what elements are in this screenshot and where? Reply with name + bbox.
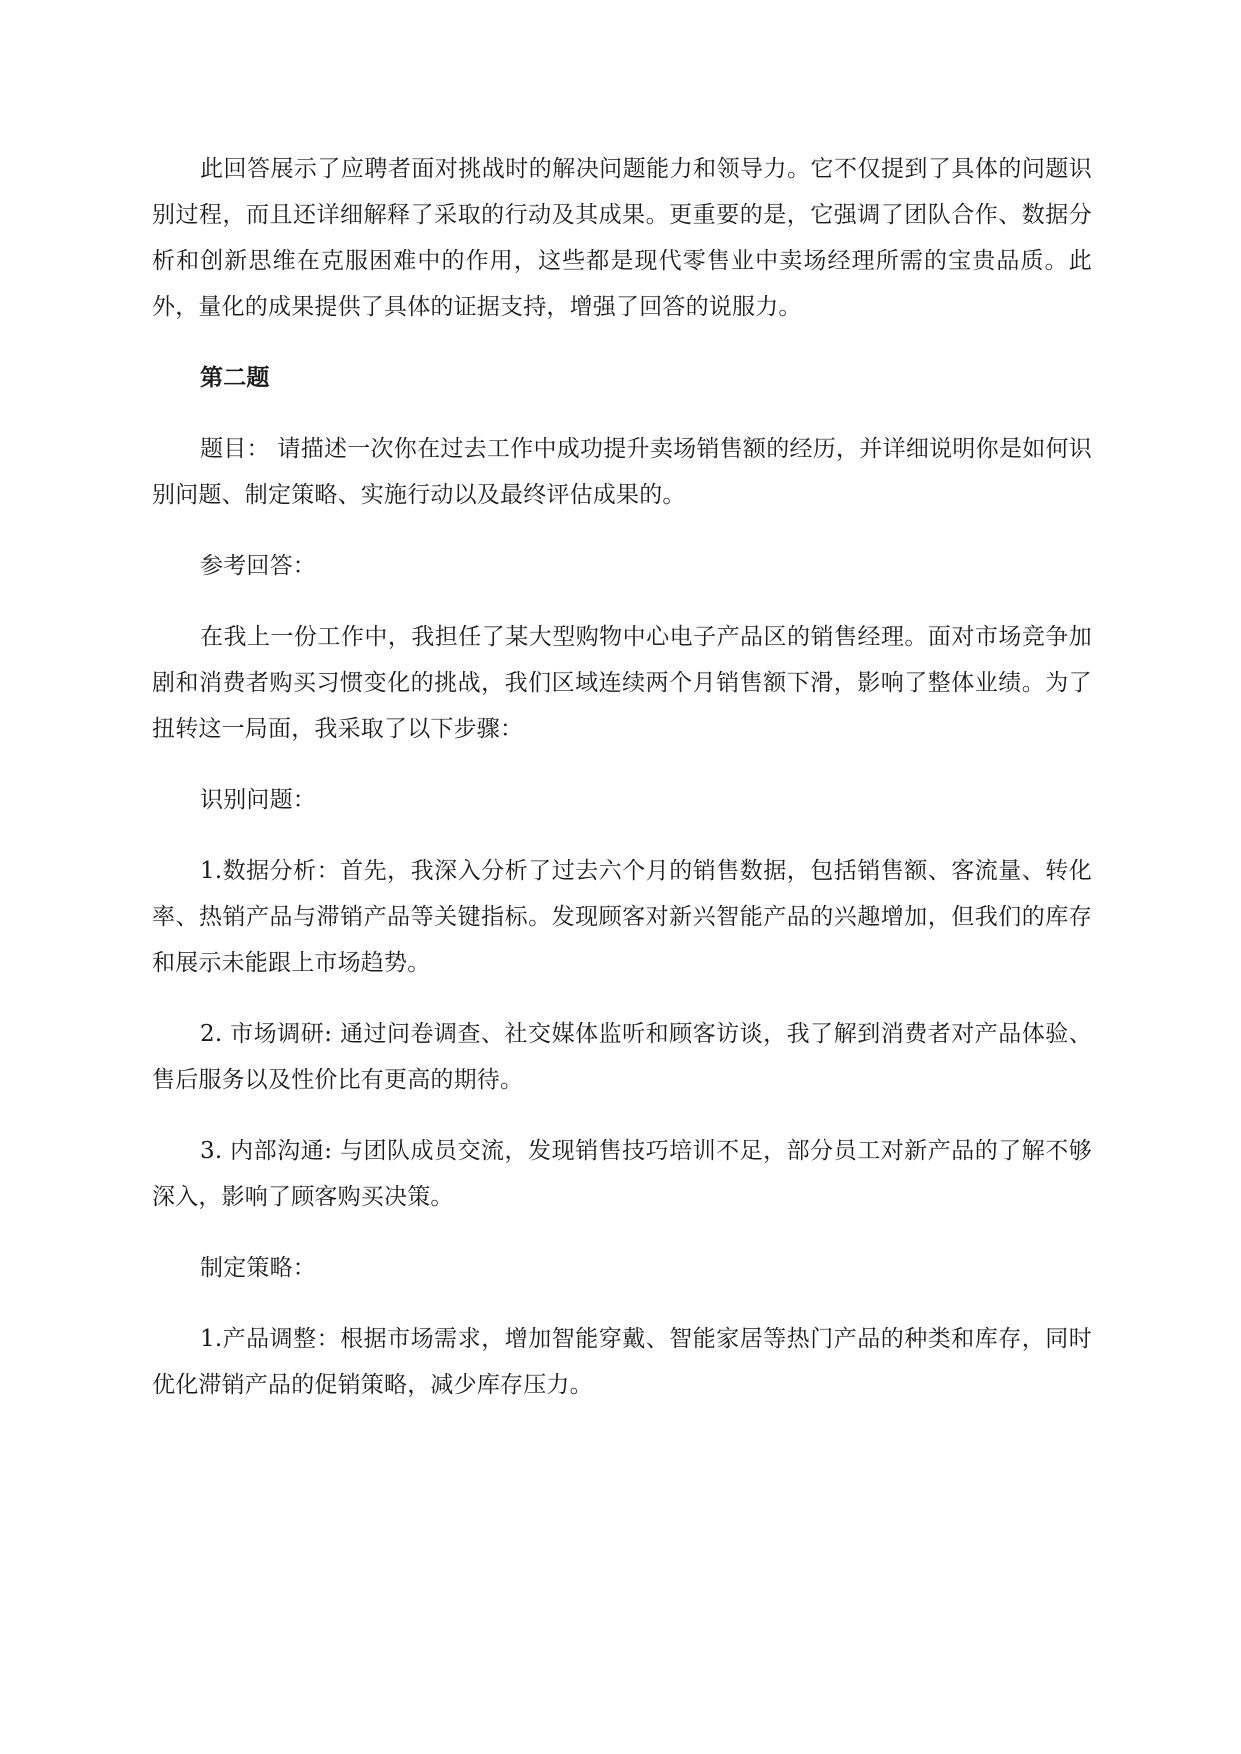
paragraph-product-adjustment: 1.产品调整：根据市场需求，增加智能穿戴、智能家居等热门产品的种类和库存，同时优化滞销产品的促销策略，减少库存压力。 (152, 1326, 1092, 1398)
paragraph-internal-communication: 3. 内部沟通: 与团队成员交流，发现销售技巧培训不足，部分员工对新产品的了解不够深入，影响了顾客购买决策。 (152, 1138, 1092, 1210)
paragraph-data-analysis: 1.数据分析：首先，我深入分析了过去六个月的销售数据，包括销售额、客流量、转化率、热销产品与滞销产品等关键指标。发现顾客对新兴智能产品的兴趣增加，但我们的库存和展示未能跟上市场趋势。 (152, 858, 1092, 976)
paragraph-background: 在我上一份工作中，我担任了某大型购物中心电子产品区的销售经理。面对市场竞争加剧和消费者购买习惯变化的挑战，我们区域连续两个月销售额下滑，影响了整体业绩。为了扭转这一局面，我采取了以下步骤： (152, 624, 1092, 742)
paragraph-market-research: 2. 市场调研: 通过问卷调查、社交媒体监听和顾客访谈，我了解到消费者对产品体验、售后服务以及性价比有更高的期待。 (152, 1021, 1092, 1093)
section-heading-question-2: 第二题 (200, 364, 270, 391)
document-body (152, 146, 1092, 1433)
paragraph-question-prompt: 题目： 请描述一次你在过去工作中成功提升卖场销售额的经历，并详细说明你是如何识别问题、制定策略、实施行动以及最终评估成果的。 (152, 436, 1092, 508)
paragraph-strategy-label: 制定策略： (200, 1255, 316, 1281)
paragraph-answer-analysis: 此回答展示了应聘者面对挑战时的解决问题能力和领导力。它不仅提到了具体的问题识别过程，而且还详细解释了采取的行动及其成果。更重要的是，它强调了团队合作、数据分析和创新思维在克服困难中的作用，这些都是现代零售业中卖场经理所需的宝贵品质。此外，量化的成果提供了具体的证据支持，增强了回答的说服力。 (152, 156, 1092, 320)
paragraph-identify-problem-label: 识别问题： (200, 787, 316, 813)
paragraph-reference-answer-label: 参考回答： (200, 553, 316, 579)
